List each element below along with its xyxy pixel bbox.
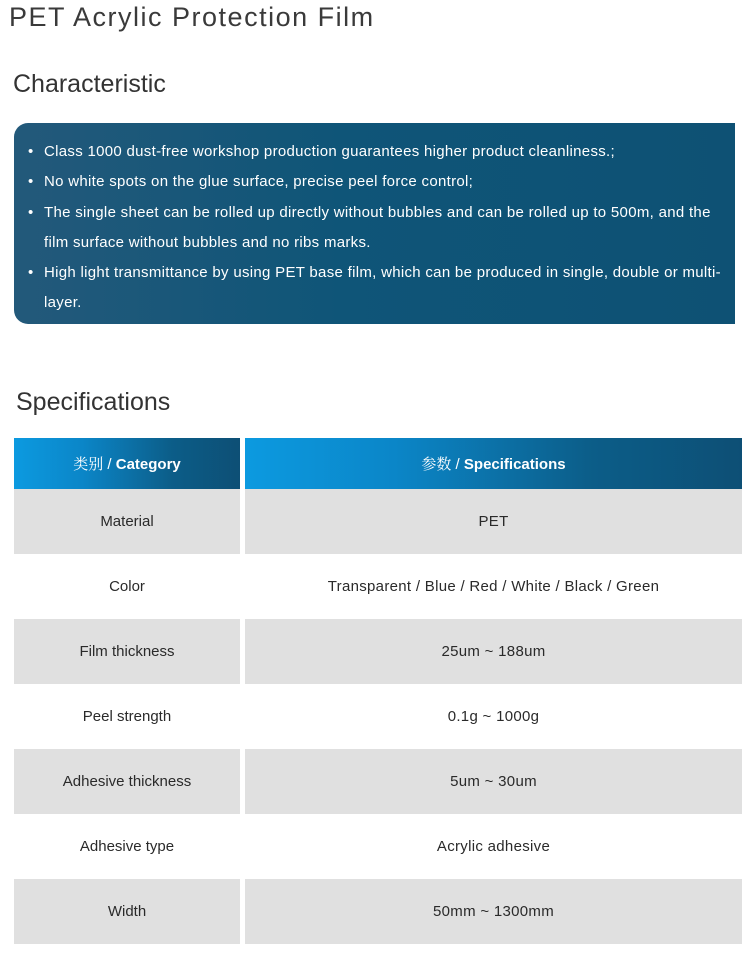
category-cell: Color xyxy=(14,554,240,619)
value-cell: 5um ~ 30um xyxy=(245,749,742,814)
specifications-heading: Specifications xyxy=(16,388,171,416)
value-cell: 25um ~ 188um xyxy=(245,619,742,684)
list-item xyxy=(28,258,725,319)
category-cell: Width xyxy=(14,879,240,944)
characteristic-panel xyxy=(14,123,735,324)
characteristic-item-text: High light transmittance by using PET base film, which can be produced in single, double or multi-layer. xyxy=(44,264,721,312)
list-item xyxy=(28,137,725,167)
category-cell: Adhesive type xyxy=(14,814,240,879)
bullet-icon: • xyxy=(28,264,34,282)
page-title: PET Acrylic Protection Film xyxy=(9,2,375,32)
bullet-icon: • xyxy=(28,143,34,160)
list-item xyxy=(28,198,725,259)
value-cell: Acrylic adhesive xyxy=(245,814,742,879)
value-cell: 0.1g ~ 1000g xyxy=(245,684,742,749)
category-cell: Adhesive thickness xyxy=(14,749,240,814)
table-row xyxy=(14,489,742,554)
table-row xyxy=(14,619,742,684)
table-row xyxy=(14,879,742,944)
spec-header-cn: 参数 / xyxy=(421,456,464,473)
category-cell: Material xyxy=(14,489,240,554)
table-row xyxy=(14,749,742,814)
category-cell: Film thickness xyxy=(14,619,240,684)
table-row xyxy=(14,554,742,619)
table-row xyxy=(14,814,742,879)
category-header-cn: 类别 / xyxy=(73,456,116,473)
characteristic-item-text: No white spots on the glue surface, precise peel force control; xyxy=(44,173,474,191)
value-cell: 50mm ~ 1300mm xyxy=(245,879,742,944)
table-row xyxy=(14,684,742,749)
characteristic-heading: Characteristic xyxy=(13,70,166,98)
value-cell: Transparent / Blue / Red / White / Black / Green xyxy=(245,554,742,619)
bullet-icon: • xyxy=(28,203,34,221)
specifications-table xyxy=(14,438,742,944)
list-item xyxy=(28,167,725,197)
bullet-icon: • xyxy=(28,173,34,191)
table-header-row xyxy=(14,438,742,489)
category-header-en: Category xyxy=(115,456,181,473)
characteristic-item-text: The single sheet can be rolled up directly without bubbles and can be rolled up to 500m, and the film surface without bubbles and no ribs marks. xyxy=(44,203,711,251)
category-column-header xyxy=(14,438,240,489)
value-cell: PET xyxy=(245,489,742,554)
spec-header-en: Specifications xyxy=(463,456,566,473)
characteristic-item-text: Class 1000 dust-free workshop production guarantees higher product cleanliness.; xyxy=(44,143,615,160)
category-cell: Peel strength xyxy=(14,684,240,749)
specifications-column-header xyxy=(245,438,742,489)
characteristic-list xyxy=(28,137,725,319)
